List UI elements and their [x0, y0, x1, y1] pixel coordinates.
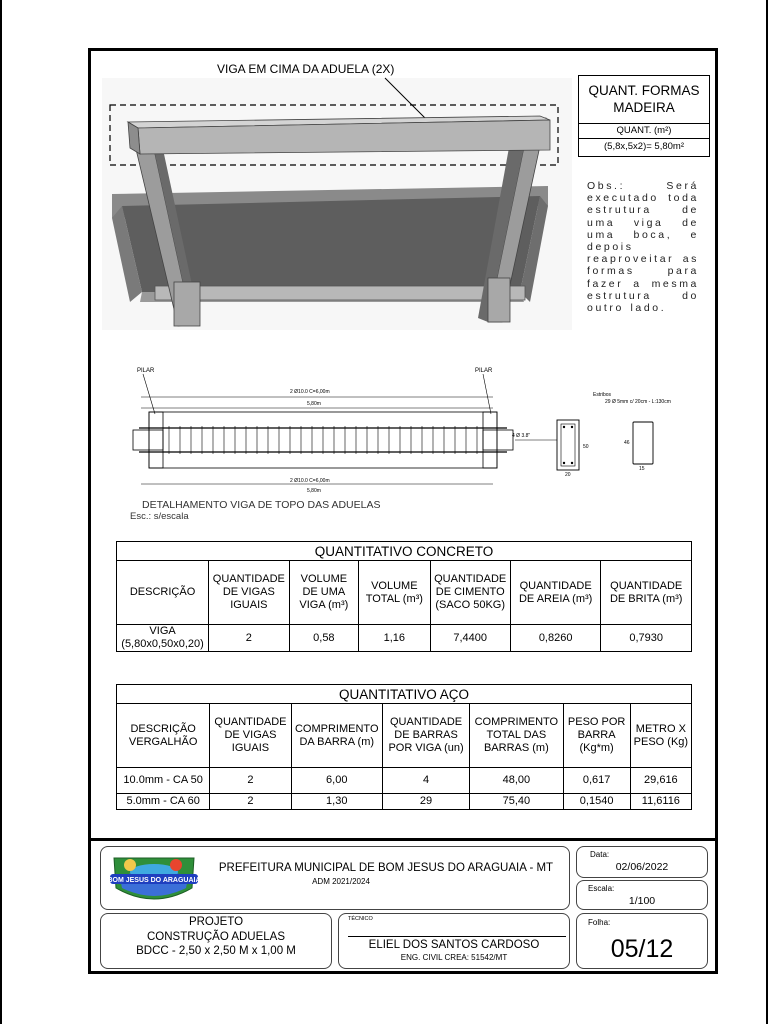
concreto-cell: 0,7930 [601, 625, 692, 652]
table-row [117, 625, 692, 652]
project-line2: BDCC - 2,50 x 2,50 M x 1,00 M [136, 945, 296, 957]
concreto-cell: 0,58 [289, 625, 359, 652]
aco-header: COMPRIMENTO DA BARRA (m) [291, 704, 382, 768]
aco-header: DESCRIÇÃO VERGALHÃO [117, 704, 210, 768]
concreto-title: QUANTITATIVO CONCRETO [117, 542, 692, 561]
concreto-cell: VIGA (5,80x0,50x0,20) [117, 625, 209, 652]
concreto-header: DESCRIÇÃO [117, 561, 209, 625]
project-label: PROJETO [188, 916, 244, 928]
forms-unit-row: QUANT. (m²) [579, 124, 709, 139]
table-row [117, 768, 692, 794]
concreto-header: QUANTIDADE DE AREIA (m³) [510, 561, 601, 625]
forms-quantity-box [578, 75, 710, 157]
aco-title: QUANTITATIVO AÇO [117, 685, 692, 704]
aco-cell: 10.0mm - CA 50 [117, 768, 210, 794]
project-line1: CONSTRUÇÃO ADUELAS [146, 931, 286, 943]
scale-value: 1/100 [628, 895, 656, 907]
aco-cell: 6,00 [291, 768, 382, 794]
aco-header: METRO X PESO (Kg) [630, 704, 691, 768]
concreto-header: QUANTIDADE DE BRITA (m³) [601, 561, 692, 625]
titleblock-divider [91, 838, 715, 841]
engineer-crea: ENG. CIVIL CREA: 51542/MT [400, 953, 508, 962]
concreto-cell: 7,4400 [430, 625, 510, 652]
aco-cell: 75,40 [470, 794, 563, 810]
stirrup-note: Estribos [593, 392, 612, 398]
page-border-left [0, 0, 2, 1024]
aco-cell: 4 [382, 768, 469, 794]
section-width: 20 [565, 472, 571, 478]
top-bar-label: 2 Ø10.0 C=6,00m [290, 389, 330, 395]
pilar-right-label: PILAR [475, 368, 493, 374]
date-label: Data: [590, 850, 610, 859]
scale-label: Escala: [588, 884, 615, 893]
concreto-header: VOLUME DE UMA VIGA (m³) [289, 561, 359, 625]
detail-scale: Esc.: s/escala [130, 511, 189, 522]
aco-cell: 2 [210, 768, 291, 794]
technician-signature-line [348, 936, 566, 937]
concreto-header: VOLUME TOTAL (m³) [359, 561, 430, 625]
sheet-label: Folha: [588, 918, 611, 927]
aco-header: QUANTIDADE DE BARRAS POR VIGA (un) [382, 704, 469, 768]
section-height: 50 [583, 444, 589, 450]
bottom-bar-label: 2 Ø10.0 C=6,00m [290, 478, 330, 484]
stirrup-width: 15 [639, 466, 645, 472]
concreto-cell: 2 [209, 625, 289, 652]
municipal-logo [106, 852, 202, 908]
aco-table [116, 684, 692, 810]
beam-label: VIGA EM CIMA DA ADUELA (2X) [217, 62, 395, 76]
aco-cell: 2 [210, 794, 291, 810]
top-len-label: 5,80m [307, 401, 321, 407]
aco-cell: 29,616 [630, 768, 691, 794]
bottom-len-label: 5,80m [307, 488, 321, 494]
pilar-left-label: PILAR [137, 368, 155, 374]
concreto-cell: 1,16 [359, 625, 430, 652]
obs-note: Obs.: Será executado toda estrutura de uma viga de uma boca, e depois reaproveitar as formas para fazer a mesma estrutura do outro lado. [587, 180, 699, 315]
date-value: 02/06/2022 [615, 861, 669, 873]
concreto-header: QUANTIDADE DE VIGAS IGUAIS [209, 561, 289, 625]
aco-cell: 5.0mm - CA 60 [117, 794, 210, 810]
engineer-name: ELIEL DOS SANTOS CARDOSO [368, 939, 540, 951]
detail-title: DETALHAMENTO VIGA DE TOPO DAS ADUELAS [142, 499, 381, 511]
beam-3d-render [100, 56, 580, 336]
forms-title: QUANT. FORMAS MADEIRA [579, 76, 709, 124]
concreto-table [116, 541, 692, 652]
org-name: PREFEITURA MUNICIPAL DE BOM JESUS DO ARAGUAIA - MT [218, 862, 554, 874]
aco-cell: 29 [382, 794, 469, 810]
aco-cell: 0,1540 [563, 794, 630, 810]
concreto-cell: 0,8260 [510, 625, 601, 652]
stirrups [169, 426, 477, 454]
aco-cell: 0,617 [563, 768, 630, 794]
beam-detail-drawing [125, 362, 685, 502]
section-bars-label: 4 Ø 3.8" [512, 433, 531, 439]
forms-value-row: (5,8x,5x2)= 5,80m² [604, 141, 684, 152]
stirrup-height: 46 [624, 440, 630, 446]
aco-header: QUANTIDADE DE VIGAS IGUAIS [210, 704, 291, 768]
table-row [117, 794, 692, 810]
aco-cell: 1,30 [291, 794, 382, 810]
logo-text: BOM JESUS DO ARAGUAIA [107, 877, 201, 884]
aco-header: PESO POR BARRA (Kg*m) [563, 704, 630, 768]
stirrup-spec: 29 Ø 5mm c/ 20cm - L:130cm [605, 399, 671, 405]
aco-header: COMPRIMENTO TOTAL DAS BARRAS (m) [470, 704, 563, 768]
aco-cell: 11,6116 [630, 794, 691, 810]
aco-cell: 48,00 [470, 768, 563, 794]
technician-label: TÉCNICO [348, 916, 373, 922]
org-adm: ADM 2021/2024 [312, 877, 370, 886]
sheet-number: 05/12 [610, 935, 674, 963]
concreto-header: QUANTIDADE DE CIMENTO (SACO 50KG) [430, 561, 510, 625]
